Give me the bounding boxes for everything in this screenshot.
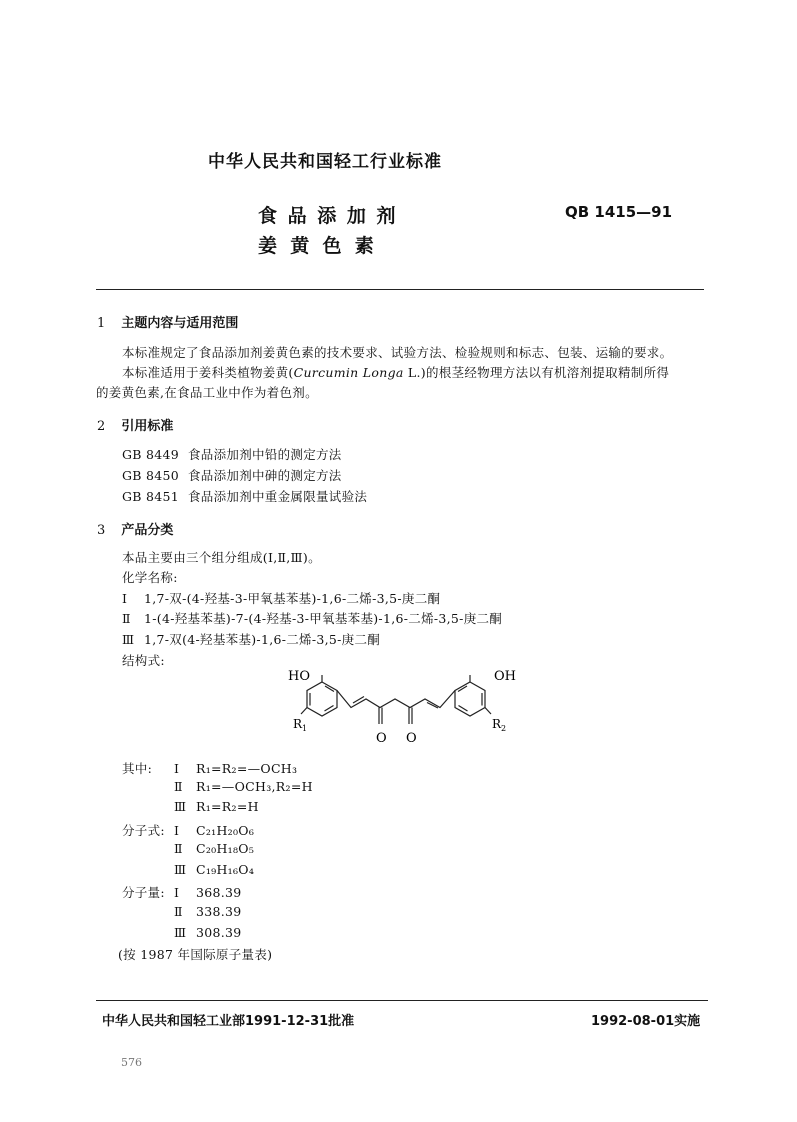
chem-name-row bbox=[122, 609, 502, 627]
substituent-definition: R₁=—OCH₃,R₂=H bbox=[196, 779, 313, 794]
section-2-heading bbox=[97, 415, 173, 434]
molecular-weight: 368.39 bbox=[196, 885, 242, 900]
section-2-title: 引用标准 bbox=[121, 419, 174, 434]
substituent-definition: R₁=R₂=H bbox=[196, 799, 259, 814]
formula-row bbox=[174, 841, 254, 856]
chem-name-label: 化学名称: bbox=[122, 570, 178, 585]
chem-name: 1,7-双-(4-羟基-3-甲氧基苯基)-1,6-二烯-3,5-庚二酮 bbox=[144, 591, 441, 606]
page-number: 576 bbox=[121, 1056, 142, 1069]
structure-r1-label: $R_1$ bbox=[293, 717, 308, 733]
section-3-title: 产品分类 bbox=[121, 523, 174, 538]
section-1-number: 1 bbox=[97, 316, 106, 331]
formula-label: 分子式: bbox=[122, 823, 165, 838]
roman-numeral: Ⅰ bbox=[174, 761, 180, 776]
roman-numeral: Ⅲ bbox=[174, 925, 187, 940]
where-label: 其中: bbox=[122, 761, 153, 776]
left-benzene-ring bbox=[307, 682, 337, 716]
ref-name: 食品添加剂中重金属限量试验法 bbox=[188, 489, 368, 504]
section-1-para2-cont: 的姜黄色素,在食品工业中作为着色剂。 bbox=[96, 385, 318, 400]
title-line2: 姜 黄 色 素 bbox=[258, 235, 374, 257]
where-row bbox=[122, 759, 297, 777]
formula-row bbox=[122, 821, 254, 839]
section-3-intro: 本品主要由三个组分组成(Ⅰ,Ⅱ,Ⅲ)。 bbox=[122, 550, 321, 565]
chem-name-row bbox=[122, 589, 440, 607]
ref-code: GB 8451 bbox=[122, 489, 180, 504]
right-benzene-ring bbox=[455, 682, 485, 716]
molecular-formula: C₁₉H₁₆O₄ bbox=[196, 862, 255, 877]
roman-numeral: Ⅲ bbox=[122, 632, 135, 647]
chem-name: 1-(4-羟基苯基)-7-(4-羟基-3-甲氧基苯基)-1,6-二烯-3,5-庚二酮 bbox=[144, 611, 503, 626]
ref-row bbox=[122, 487, 367, 505]
roman-numeral: Ⅱ bbox=[174, 779, 183, 794]
structure-o1-label: O bbox=[376, 731, 387, 746]
molecular-formula: C₂₀H₁₈O₅ bbox=[196, 841, 255, 856]
molecular-weight: 338.39 bbox=[196, 904, 242, 919]
where-row bbox=[174, 779, 313, 794]
structure-ho-label: HO bbox=[288, 669, 310, 684]
curcumin-structure-diagram bbox=[280, 662, 530, 754]
mw-label: 分子量: bbox=[122, 885, 165, 900]
section-1-title: 主题内容与适用范围 bbox=[121, 316, 239, 331]
org-title: 中华人民共和国轻工行业标准 bbox=[208, 152, 442, 172]
chem-name: 1,7-双(4-羟基苯基)-1,6-二烯-3,5-庚二酮 bbox=[144, 632, 381, 647]
approval-statement: 中华人民共和国轻工业部1991-12-31批准 bbox=[102, 1014, 355, 1029]
ref-code: GB 8450 bbox=[122, 468, 180, 483]
para2-start: 本标准适用于姜科类植物姜黄( bbox=[122, 365, 294, 380]
structure-r2-label: $R_2$ bbox=[492, 717, 507, 733]
ref-row bbox=[122, 466, 342, 484]
section-1-para1: 本标准规定了食品添加剂姜黄色素的技术要求、试验方法、检验规则和标志、包装、运输的要求。 bbox=[122, 345, 673, 360]
ref-row bbox=[122, 445, 342, 463]
section-2-number: 2 bbox=[97, 419, 106, 434]
molecular-formula: C₂₁H₂₀O₆ bbox=[196, 823, 255, 838]
roman-numeral: Ⅱ bbox=[122, 611, 131, 626]
where-row bbox=[174, 799, 259, 814]
structure-o2-label: O bbox=[406, 731, 417, 746]
mw-row bbox=[174, 925, 242, 940]
molecular-weight: 308.39 bbox=[196, 925, 242, 940]
roman-numeral: Ⅱ bbox=[174, 841, 183, 856]
header-divider bbox=[96, 289, 704, 290]
substituent-definition: R₁=R₂=—OCH₃ bbox=[196, 761, 298, 776]
roman-numeral: Ⅲ bbox=[174, 799, 187, 814]
para2-latin-name: Curcumin Longa bbox=[293, 365, 404, 380]
mw-row bbox=[122, 883, 242, 901]
standard-number: QB 1415—91 bbox=[565, 203, 673, 221]
section-3-heading bbox=[97, 519, 173, 538]
roman-numeral: Ⅰ bbox=[174, 823, 180, 838]
ref-name: 食品添加剂中砷的测定方法 bbox=[188, 468, 342, 483]
para2-end: L.)的根茎经物理方法以有机溶剂提取精制所得 bbox=[403, 365, 670, 380]
title-line1: 食 品 添 加 剂 bbox=[258, 205, 398, 227]
roman-numeral: Ⅰ bbox=[174, 885, 180, 900]
roman-numeral: Ⅰ bbox=[122, 591, 128, 606]
structure-oh-label: OH bbox=[494, 669, 516, 684]
section-3-number: 3 bbox=[97, 523, 106, 538]
mw-row bbox=[174, 904, 242, 919]
footer-divider bbox=[96, 1000, 708, 1001]
roman-numeral: Ⅲ bbox=[174, 862, 187, 877]
ref-name: 食品添加剂中铅的测定方法 bbox=[188, 447, 342, 462]
chem-name-row bbox=[122, 630, 380, 648]
atomic-weight-note: (按 1987 年国际原子量表) bbox=[118, 947, 273, 962]
implementation-date: 1992-08-01实施 bbox=[591, 1014, 701, 1029]
formula-row bbox=[174, 862, 254, 877]
structure-label: 结构式: bbox=[122, 653, 165, 668]
section-1-heading bbox=[97, 312, 238, 331]
ref-code: GB 8449 bbox=[122, 447, 180, 462]
section-1-para2 bbox=[122, 363, 669, 381]
roman-numeral: Ⅱ bbox=[174, 904, 183, 919]
